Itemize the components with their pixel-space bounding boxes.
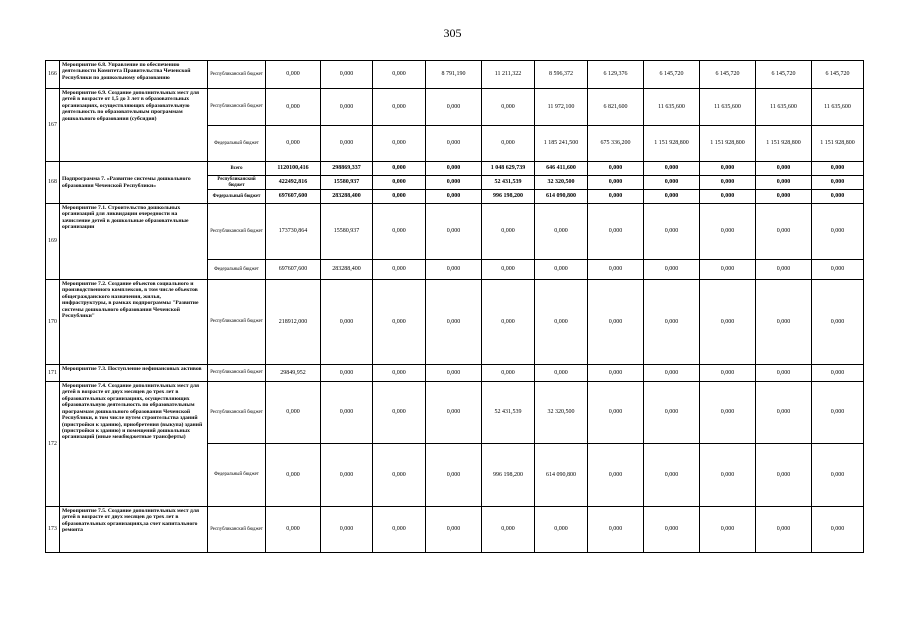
funding-value: 0,000 xyxy=(812,507,864,553)
funding-value: 11 972,100 xyxy=(535,89,588,126)
funding-value: 0,000 xyxy=(700,382,756,444)
funding-value: 996 198,200 xyxy=(482,444,535,507)
funding-value: 0,000 xyxy=(812,280,864,365)
funding-value: 0,000 xyxy=(321,444,373,507)
funding-value: 0,000 xyxy=(588,507,644,553)
funding-value: 218912,000 xyxy=(266,280,321,365)
funding-value: 0,000 xyxy=(700,507,756,553)
funding-value: 0,000 xyxy=(700,444,756,507)
funding-value: 52 431,539 xyxy=(482,176,535,190)
funding-value: 52 431,539 xyxy=(482,382,535,444)
funding-value: 6 145,720 xyxy=(756,61,812,89)
funding-value: 1 151 928,800 xyxy=(644,126,700,162)
funding-value: 0,000 xyxy=(426,126,482,162)
funding-value: 0,000 xyxy=(812,365,864,382)
funding-source: Республиканский бюджет xyxy=(208,365,266,382)
funding-value: 0,000 xyxy=(756,204,812,260)
funding-value: 0,000 xyxy=(644,365,700,382)
funding-value: 0,000 xyxy=(321,126,373,162)
funding-value: 0,000 xyxy=(482,280,535,365)
funding-value: 0,000 xyxy=(426,190,482,204)
funding-value: 0,000 xyxy=(482,204,535,260)
funding-value: 0,000 xyxy=(321,507,373,553)
table-row xyxy=(46,507,864,553)
row-number: 173 xyxy=(46,507,60,553)
funding-value: 0,000 xyxy=(756,162,812,176)
funding-value: 0,000 xyxy=(266,61,321,89)
funding-value: 0,000 xyxy=(266,126,321,162)
funding-value: 0,000 xyxy=(373,260,426,280)
funding-value: 0,000 xyxy=(700,365,756,382)
budget-table xyxy=(45,60,864,553)
funding-value: 0,000 xyxy=(588,176,644,190)
funding-value: 0,000 xyxy=(373,176,426,190)
funding-value: 697607,600 xyxy=(266,190,321,204)
funding-value: 1120100,416 xyxy=(266,162,321,176)
funding-value: 0,000 xyxy=(373,61,426,89)
funding-value: 0,000 xyxy=(812,444,864,507)
funding-source: Федеральный бюджет xyxy=(208,190,266,204)
funding-value: 0,000 xyxy=(756,444,812,507)
funding-value: 0,000 xyxy=(321,280,373,365)
funding-source: Федеральный бюджет xyxy=(208,260,266,280)
funding-value: 1 151 928,800 xyxy=(700,126,756,162)
funding-value: 11 211,322 xyxy=(482,61,535,89)
table-row xyxy=(46,365,864,382)
funding-value: 0,000 xyxy=(266,382,321,444)
funding-value: 0,000 xyxy=(482,507,535,553)
funding-value: 6 821,600 xyxy=(588,89,644,126)
funding-value: 11 635,600 xyxy=(700,89,756,126)
funding-value: 32 320,500 xyxy=(535,382,588,444)
funding-value: 0,000 xyxy=(756,280,812,365)
funding-value: 0,000 xyxy=(812,382,864,444)
funding-value: 0,000 xyxy=(756,260,812,280)
table-row xyxy=(46,162,864,176)
funding-value: 422492,816 xyxy=(266,176,321,190)
activity-name: Мероприятие 6.8. Управление по обеспечению деятельности Комитета Правительства Чеченской Республики по дошкольному образованию xyxy=(60,61,208,89)
funding-value: 0,000 xyxy=(700,162,756,176)
funding-value: 0,000 xyxy=(644,260,700,280)
funding-value: 0,000 xyxy=(812,176,864,190)
funding-value: 0,000 xyxy=(482,89,535,126)
funding-value: 11 635,600 xyxy=(812,89,864,126)
funding-value: 0,000 xyxy=(812,204,864,260)
funding-value: 0,000 xyxy=(321,61,373,89)
funding-value: 0,000 xyxy=(426,176,482,190)
funding-value: 0,000 xyxy=(373,382,426,444)
funding-value: 0,000 xyxy=(644,162,700,176)
funding-value: 0,000 xyxy=(373,507,426,553)
funding-value: 0,000 xyxy=(588,382,644,444)
funding-value: 0,000 xyxy=(644,190,700,204)
funding-value: 0,000 xyxy=(266,444,321,507)
funding-value: 0,000 xyxy=(812,162,864,176)
funding-value: 0,000 xyxy=(266,507,321,553)
activity-name: Мероприятие 7.3. Поступление нефинансовых активов xyxy=(60,365,208,382)
funding-value: 173730,864 xyxy=(266,204,321,260)
funding-value: 0,000 xyxy=(426,382,482,444)
funding-value: 15580,937 xyxy=(321,204,373,260)
row-number: 167 xyxy=(46,89,60,162)
funding-value: 0,000 xyxy=(321,382,373,444)
funding-value: 0,000 xyxy=(700,204,756,260)
funding-value: 0,000 xyxy=(756,190,812,204)
funding-value: 283288,400 xyxy=(321,190,373,204)
funding-value: 0,000 xyxy=(426,89,482,126)
funding-value: 0,000 xyxy=(373,365,426,382)
funding-source: Республиканский бюджет xyxy=(208,204,266,260)
funding-value: 0,000 xyxy=(644,444,700,507)
funding-source: Федеральный бюджет xyxy=(208,444,266,507)
activity-name: Мероприятие 7.5. Создание дополнительных мест для детей в возрасте от двух месяцев до трех лет в образовательных организациях,за счет капитального ремонта xyxy=(60,507,208,553)
funding-source: Республиканский бюджет xyxy=(208,280,266,365)
row-number: 171 xyxy=(46,365,60,382)
activity-name: Мероприятие 7.1. Строительство дошкольных организаций для ликвидации очередности на зачисление детей в дошкольные образовательные организации xyxy=(60,204,208,280)
funding-value: 1 185 241,500 xyxy=(535,126,588,162)
funding-value: 0,000 xyxy=(700,176,756,190)
activity-name: Мероприятие 7.4. Создание дополнительных мест для детей в возрасте от двух месяцев до трех лет в образовательных организациях, осуществляющих образовательную деятельность по образовательным программам дошкольного образования Чеченской Республики, в том числе путем строительства зданий (пристройки к зданию), приобретения (выкупа) зданий (пристройки к зданию) и помещений дошкольных организаций (иные межбюджетные трансферты) xyxy=(60,382,208,507)
funding-value: 11 635,600 xyxy=(756,89,812,126)
funding-value: 0,000 xyxy=(644,204,700,260)
funding-value: 0,000 xyxy=(700,260,756,280)
funding-value: 1 048 629,739 xyxy=(482,162,535,176)
funding-value: 0,000 xyxy=(482,126,535,162)
funding-value: 0,000 xyxy=(756,176,812,190)
row-number: 169 xyxy=(46,204,60,280)
funding-value: 298869,337 xyxy=(321,162,373,176)
table-row xyxy=(46,61,864,89)
activity-name: Подпрограмма 7. «Развитие системы дошкольного образования Чеченской Республики» xyxy=(60,162,208,204)
funding-value: 0,000 xyxy=(482,365,535,382)
funding-value: 0,000 xyxy=(426,204,482,260)
funding-value: 0,000 xyxy=(373,162,426,176)
funding-source: Республиканский бюджет xyxy=(208,176,266,190)
funding-value: 0,000 xyxy=(373,89,426,126)
funding-value: 646 411,600 xyxy=(535,162,588,176)
funding-value: 0,000 xyxy=(812,190,864,204)
funding-value: 8 596,372 xyxy=(535,61,588,89)
funding-value: 0,000 xyxy=(426,162,482,176)
funding-value: 0,000 xyxy=(588,204,644,260)
funding-value: 0,000 xyxy=(426,444,482,507)
funding-value: 0,000 xyxy=(321,89,373,126)
funding-value: 0,000 xyxy=(373,444,426,507)
funding-value: 0,000 xyxy=(644,280,700,365)
funding-value: 0,000 xyxy=(644,382,700,444)
funding-value: 0,000 xyxy=(588,365,644,382)
funding-value: 6 145,720 xyxy=(812,61,864,89)
funding-source: Республиканский бюджет xyxy=(208,507,266,553)
funding-value: 0,000 xyxy=(426,280,482,365)
funding-value: 614 090,800 xyxy=(535,190,588,204)
row-number: 166 xyxy=(46,61,60,89)
funding-value: 0,000 xyxy=(700,280,756,365)
table-row xyxy=(46,280,864,365)
funding-value: 0,000 xyxy=(373,204,426,260)
funding-source: Федеральный бюджет xyxy=(208,126,266,162)
funding-value: 8 791,190 xyxy=(426,61,482,89)
funding-source: Всего xyxy=(208,162,266,176)
funding-value: 675 336,200 xyxy=(588,126,644,162)
funding-value: 11 635,600 xyxy=(644,89,700,126)
funding-value: 6 145,720 xyxy=(700,61,756,89)
row-number: 170 xyxy=(46,280,60,365)
funding-value: 0,000 xyxy=(373,126,426,162)
funding-value: 996 198,200 xyxy=(482,190,535,204)
funding-value: 0,000 xyxy=(373,280,426,365)
funding-value: 1 151 928,800 xyxy=(756,126,812,162)
table-row xyxy=(46,382,864,444)
funding-value: 0,000 xyxy=(756,365,812,382)
funding-value: 0,000 xyxy=(321,365,373,382)
funding-value: 0,000 xyxy=(266,89,321,126)
activity-name: Мероприятие 7.2. Создание объектов социального и производственного комплексов, в том числе объектов общегражданского назначения, жилья, инфраструктуры, в рамках подпрограммы "Развитие системы дошкольного образования Чеченской Республики" xyxy=(60,280,208,365)
funding-value: 0,000 xyxy=(644,176,700,190)
funding-value: 0,000 xyxy=(812,260,864,280)
funding-value: 0,000 xyxy=(535,260,588,280)
funding-value: 0,000 xyxy=(535,204,588,260)
funding-source: Республиканский бюджет xyxy=(208,89,266,126)
table-row xyxy=(46,89,864,126)
funding-value: 614 090,800 xyxy=(535,444,588,507)
activity-name: Мероприятие 6.9. Создание дополнительных мест для детей в возрасте от 1,5 до 3 лет в образовательных организациях, осуществляющих образовательную деятельность по образовательным программам дошкольного образования (субсидия) xyxy=(60,89,208,162)
funding-value: 0,000 xyxy=(535,507,588,553)
funding-value: 0,000 xyxy=(535,365,588,382)
funding-value: 6 145,720 xyxy=(644,61,700,89)
page-number: 305 xyxy=(443,26,462,40)
funding-value: 0,000 xyxy=(373,190,426,204)
funding-value: 6 129,376 xyxy=(588,61,644,89)
funding-value: 697607,600 xyxy=(266,260,321,280)
funding-value: 0,000 xyxy=(426,260,482,280)
funding-source: Республиканский бюджет xyxy=(208,61,266,89)
table-row xyxy=(46,204,864,260)
funding-value: 0,000 xyxy=(588,162,644,176)
funding-value: 0,000 xyxy=(426,507,482,553)
funding-value: 0,000 xyxy=(535,280,588,365)
funding-value: 29849,952 xyxy=(266,365,321,382)
funding-value: 32 320,500 xyxy=(535,176,588,190)
funding-value: 0,000 xyxy=(756,382,812,444)
funding-value: 0,000 xyxy=(588,190,644,204)
funding-value: 0,000 xyxy=(588,260,644,280)
funding-value: 0,000 xyxy=(426,365,482,382)
funding-value: 0,000 xyxy=(588,280,644,365)
row-number: 172 xyxy=(46,382,60,507)
funding-value: 0,000 xyxy=(756,507,812,553)
funding-value: 0,000 xyxy=(700,190,756,204)
funding-value: 0,000 xyxy=(644,507,700,553)
row-number: 168 xyxy=(46,162,60,204)
funding-value: 0,000 xyxy=(482,260,535,280)
funding-value: 1 151 928,800 xyxy=(812,126,864,162)
funding-value: 0,000 xyxy=(588,444,644,507)
funding-value: 283288,400 xyxy=(321,260,373,280)
funding-source: Республиканский бюджет xyxy=(208,382,266,444)
funding-value: 15580,937 xyxy=(321,176,373,190)
